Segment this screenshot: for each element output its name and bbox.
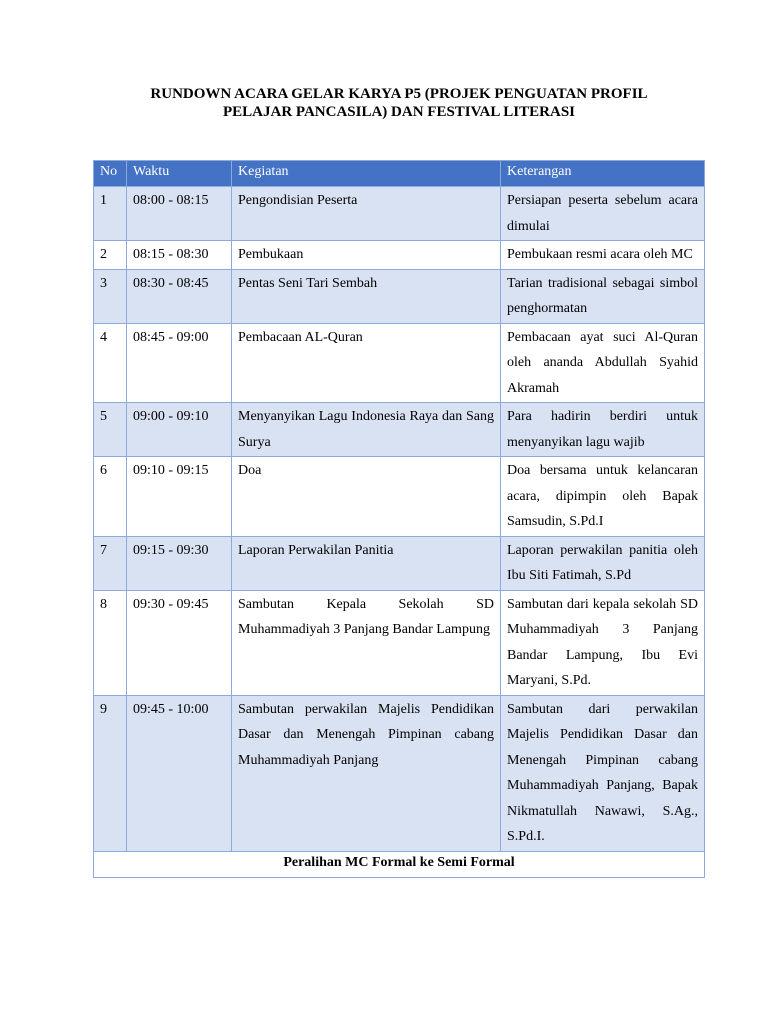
cell-keterangan: Pembacaan ayat suci Al-Quran oleh ananda Abdullah Syahid Akramah (501, 323, 705, 403)
cell-no: 7 (94, 536, 127, 590)
cell-kegiatan: Pentas Seni Tari Sembah (232, 269, 501, 323)
table-row (94, 590, 705, 695)
cell-kegiatan: Doa (232, 457, 501, 537)
cell-waktu: 08:30 - 08:45 (127, 269, 232, 323)
cell-keterangan: Laporan perwakilan panitia oleh Ibu Siti Fatimah, S.Pd (501, 536, 705, 590)
cell-waktu: 08:45 - 09:00 (127, 323, 232, 403)
table-footer-row (94, 851, 705, 877)
table-row (94, 269, 705, 323)
cell-no: 5 (94, 403, 127, 457)
rundown-table (93, 160, 705, 878)
table-row (94, 187, 705, 241)
cell-no: 4 (94, 323, 127, 403)
header-no: No (94, 161, 127, 187)
table-header-row (94, 161, 705, 187)
cell-keterangan: Para hadirin berdiri untuk menyanyikan lagu wajib (501, 403, 705, 457)
document-title-line-1: RUNDOWN ACARA GELAR KARYA P5 (PROJEK PENGUATAN PROFIL (150, 86, 648, 102)
cell-keterangan: Pembukaan resmi acara oleh MC (501, 241, 705, 270)
cell-no: 1 (94, 187, 127, 241)
cell-waktu: 09:30 - 09:45 (127, 590, 232, 695)
cell-keterangan: Doa bersama untuk kelancaran acara, dipimpin oleh Bapak Samsudin, S.Pd.I (501, 457, 705, 537)
document-title (94, 85, 704, 121)
table-row (94, 241, 705, 270)
cell-kegiatan: Laporan Perwakilan Panitia (232, 536, 501, 590)
cell-keterangan: Sambutan dari kepala sekolah SD Muhammadiyah 3 Panjang Bandar Lampung, Ibu Evi Maryani, S.Pd. (501, 590, 705, 695)
cell-keterangan: Sambutan dari perwakilan Majelis Pendidikan Dasar dan Menengah Pimpinan cabang Muhammadiyah Panjang, Bapak Nikmatullah Nawawi, S.Ag., S.Pd.I. (501, 695, 705, 851)
document-title-line-2: PELAJAR PANCASILA) DAN FESTIVAL LITERASI (222, 104, 576, 120)
footer-transition-note: Peralihan MC Formal ke Semi Formal (94, 851, 705, 877)
table-row (94, 457, 705, 537)
table-row (94, 536, 705, 590)
cell-kegiatan: Pembacaan AL-Quran (232, 323, 501, 403)
cell-no: 9 (94, 695, 127, 851)
header-kegiatan: Kegiatan (232, 161, 501, 187)
cell-no: 8 (94, 590, 127, 695)
cell-no: 2 (94, 241, 127, 270)
table-row (94, 323, 705, 403)
table-row (94, 403, 705, 457)
cell-waktu: 09:15 - 09:30 (127, 536, 232, 590)
cell-waktu: 08:15 - 08:30 (127, 241, 232, 270)
cell-waktu: 08:00 - 08:15 (127, 187, 232, 241)
cell-waktu: 09:10 - 09:15 (127, 457, 232, 537)
cell-keterangan: Persiapan peserta sebelum acara dimulai (501, 187, 705, 241)
cell-kegiatan: Pembukaan (232, 241, 501, 270)
header-waktu: Waktu (127, 161, 232, 187)
cell-keterangan: Tarian tradisional sebagai simbol penghormatan (501, 269, 705, 323)
cell-waktu: 09:45 - 10:00 (127, 695, 232, 851)
table-row (94, 695, 705, 851)
cell-kegiatan: Sambutan Kepala Sekolah SD Muhammadiyah 3 Panjang Bandar Lampung (232, 590, 501, 695)
cell-kegiatan: Menyanyikan Lagu Indonesia Raya dan Sang Surya (232, 403, 501, 457)
header-keterangan: Keterangan (501, 161, 705, 187)
cell-no: 6 (94, 457, 127, 537)
cell-kegiatan: Pengondisian Peserta (232, 187, 501, 241)
cell-waktu: 09:00 - 09:10 (127, 403, 232, 457)
cell-kegiatan: Sambutan perwakilan Majelis Pendidikan Dasar dan Menengah Pimpinan cabang Muhammadiyah Panjang (232, 695, 501, 851)
cell-no: 3 (94, 269, 127, 323)
